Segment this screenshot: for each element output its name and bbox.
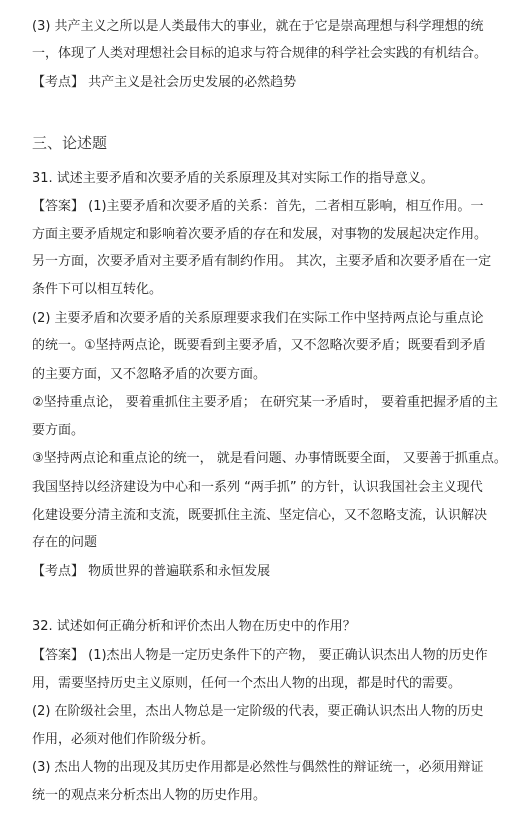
text-line: 我国坚持以经济建设为中心和一系列 “两手抓” 的方针，认识我国社会主义现代 [32, 480, 483, 495]
text-line: 统一的观点来分析杰出人物的历史作用。 [32, 788, 267, 803]
text-line: 方面主要矛盾规定和影响着次要矛盾的存在和发展，对事物的发展起决定作用。 [32, 227, 488, 242]
text-line: 化建设要分清主流和支流，既要抓住主流、坚定信心，又不忽略支流，认识解决 [32, 508, 488, 523]
text-line: 的主要方面，又不忽略矛盾的次要方面。 [32, 367, 267, 382]
text-line: 另一方面，次要矛盾对主要矛盾有制约作用。 其次，主要矛盾和次要矛盾在一定 [32, 254, 492, 269]
key-point: 【考点】 物质世界的普遍联系和永恒发展 [32, 564, 271, 579]
text-line: 用，需要坚持历史主义原则，任何一个杰出人物的出现，都是时代的需要。 [32, 676, 462, 691]
answer-line: 【答案】 (1)主要矛盾和次要矛盾的关系：首先，二者相互影响，相互作用。一 [32, 199, 484, 214]
section-heading: 三、论述题 [32, 135, 108, 152]
text-line: 要方面。 [32, 423, 85, 438]
text-line: 存在的问题 [32, 535, 98, 550]
text-line: (2) 主要矛盾和次要矛盾的关系原理要求我们在实际工作中坚持两点论与重点论 [32, 311, 484, 326]
text-line: 作用，必须对他们作阶级分析。 [32, 732, 215, 747]
text-line: 一，体现了人类对理想社会目标的追求与符合规律的科学社会实践的有机结合。 [32, 46, 488, 61]
text-line: 条件下可以相互转化。 [32, 282, 163, 297]
text-line: (3) 杰出人物的出现及其历史作用都是必然性与偶然性的辩证统一，必须用辩证 [32, 760, 484, 775]
question-32: 32. 试述如何正确分析和评价杰出人物在历史中的作用？ [32, 619, 356, 634]
key-point: 【考点】 共产主义是社会历史发展的必然趋势 [32, 75, 297, 90]
text-line: ③坚持两点论和重点论的统一， 就是看问题、办事情既要全面， 又要善于抓重点。 [32, 451, 507, 466]
question-31: 31. 试述主要矛盾和次要矛盾的关系原理及其对实际工作的指导意义。 [32, 171, 434, 186]
text-line: (2) 在阶级社会里，杰出人物总是一定阶级的代表，要正确认识杰出人物的历史 [32, 704, 484, 719]
text-line: 的统一。①坚持两点论，既要看到主要矛盾，又不忽略次要矛盾；既要看到矛盾 [32, 338, 486, 353]
answer-line: 【答案】 (1)杰出人物是一定历史条件下的产物， 要正确认识杰出人物的历史作 [32, 648, 488, 663]
text-line: ②坚持重点论， 要着重抓住主要矛盾； 在研究某一矛盾时， 要着重把握矛盾的主 [32, 395, 499, 410]
text-line: (3) 共产主义之所以是人类最伟大的事业，就在于它是崇高理想与科学理想的统 [32, 19, 484, 34]
